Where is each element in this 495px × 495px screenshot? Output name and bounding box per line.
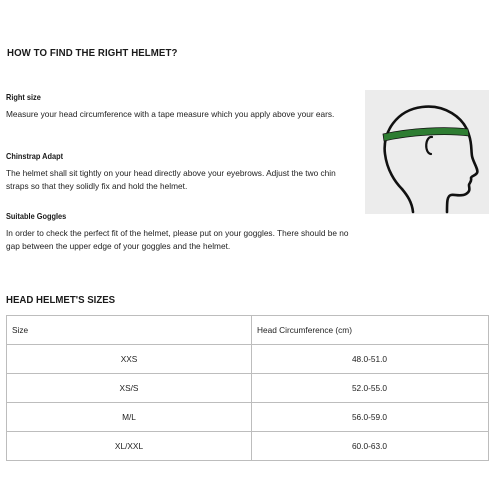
head-measurement-figure bbox=[365, 90, 489, 214]
size-cell: M/L bbox=[7, 403, 252, 432]
text-goggles: In order to check the perfect fit of the helmet, please put on your goggles. There should be no gap between the upper edge of your goggles and the helmet. bbox=[6, 228, 349, 251]
circumference-cell: 48.0-51.0 bbox=[252, 345, 489, 374]
heading-right-size: Right size bbox=[6, 93, 41, 102]
circumference-cell: 52.0-55.0 bbox=[252, 374, 489, 403]
column-header-circumference: Head Circumference (cm) bbox=[252, 316, 489, 345]
table-row bbox=[7, 403, 489, 432]
column-header-size: Size bbox=[7, 316, 252, 345]
sizes-title: HEAD HELMET'S SIZES bbox=[6, 294, 116, 306]
text-chinstrap: The helmet shall sit tightly on your head directly above your eyebrows. Adjust the two chin straps so that they solidly fix and hold the helmet. bbox=[6, 168, 336, 191]
table-header-row bbox=[7, 316, 489, 345]
size-cell: XL/XXL bbox=[7, 432, 252, 461]
text-right-size: Measure your head circumference with a tape measure which you apply above your ears. bbox=[6, 109, 335, 119]
circumference-cell: 60.0-63.0 bbox=[252, 432, 489, 461]
size-cell: XXS bbox=[7, 345, 252, 374]
table-row bbox=[7, 432, 489, 461]
table-row bbox=[7, 374, 489, 403]
size-cell: XS/S bbox=[7, 374, 252, 403]
table-row bbox=[7, 345, 489, 374]
sizes-table bbox=[6, 315, 489, 461]
head-measurement-icon bbox=[365, 90, 489, 214]
heading-goggles: Suitable Goggles bbox=[6, 212, 67, 221]
circumference-cell: 56.0-59.0 bbox=[252, 403, 489, 432]
page-title: HOW TO FIND THE RIGHT HELMET? bbox=[7, 47, 178, 59]
heading-chinstrap: Chinstrap Adapt bbox=[6, 152, 64, 161]
